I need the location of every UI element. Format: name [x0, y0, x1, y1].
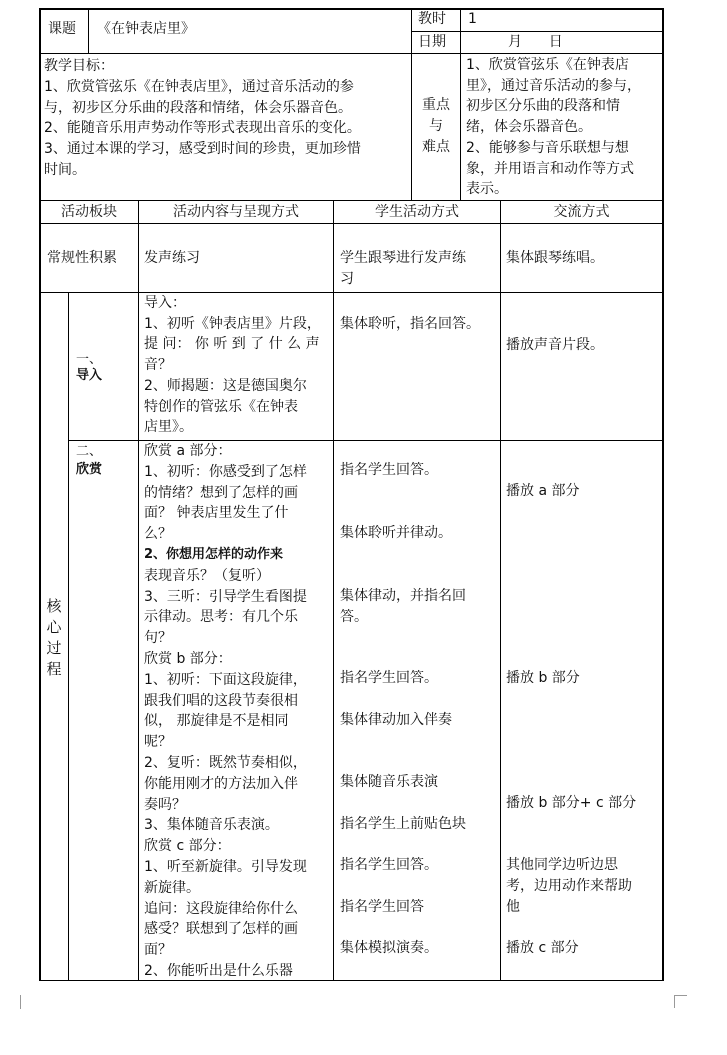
objective-line: 时间。	[44, 161, 86, 178]
key-points-block	[466, 55, 641, 200]
student-item: 指名学生上前贴色块	[340, 816, 466, 832]
routine-block: 常规性积累	[47, 250, 117, 266]
objective-line: 3、通过本课的学习，感受到时间的珍贵，更加珍惜	[44, 141, 361, 158]
intro-section-title: 一、 导入	[76, 352, 103, 383]
col-header-content: 活动内容与呈现方式	[173, 204, 299, 220]
key-point-line: 里》，通过音乐活动的参与，	[466, 77, 641, 94]
key-point-line: 1、欣赏管弦乐《在钟表店	[466, 57, 629, 73]
objective-line: 2、能随音乐用声势动作等形式表现出音乐的变化。	[44, 120, 361, 137]
objective-line: 与，初步区分乐曲的段落和情绪，体会乐器音色。	[44, 99, 352, 116]
exchange-item: 播放 b 部分+ c 部分	[506, 795, 637, 811]
period-label: 教时	[418, 11, 446, 27]
student-item: 指名学生回答	[340, 899, 424, 915]
key-point-line: 2、能够参与音乐联想与想	[466, 139, 629, 156]
appreciate-section-title: 二、 欣赏	[76, 444, 103, 477]
col-header-exchange: 交流方式	[553, 204, 610, 220]
lesson-title: 《在钟表店里》	[97, 21, 195, 37]
student-item: 集体模拟演奏。	[340, 940, 438, 956]
student-item: 集体随音乐表演	[340, 774, 438, 790]
student-item: 集体聆听并律动。	[340, 525, 452, 541]
date-label: 日期	[418, 34, 446, 50]
lesson-label: 课题	[48, 21, 76, 37]
intro-content: 导入： 1、初听《钟表店里》片段， 提 问： 你 听 到 了 什 么 声 音？ 2、师揭题：这是德国奥尔 特创作的管弦乐《在钟表 店里》。	[144, 295, 321, 436]
student-item: 指名学生回答。	[340, 857, 438, 873]
period-value: 1	[468, 11, 477, 27]
student-item: 集体律动加入伴奏	[340, 712, 452, 728]
objectives-block	[44, 56, 361, 181]
exchange-item: 播放 b 部分	[506, 670, 580, 686]
date-value: 月 日	[508, 34, 563, 50]
objective-line: 1、欣赏管弦乐《在钟表店里》，通过音乐活动的参	[44, 78, 354, 95]
intro-student: 集体聆听，指名回答。	[340, 316, 480, 332]
exchange-item: 播放 a 部分	[506, 483, 580, 499]
appreciate-content: 欣赏 a 部分： 1、初听：你感受到了怎样 的情绪？想到了怎样的画 面？ 钟表店里发生了什 么？ 2、你想用怎样的动作来 表现音乐？（复听） 3、三听：引导学生看图提 示律动。思考：有几个乐 句？ 欣赏 b 部分： 1、初听：下面这段旋律， 跟我们唱的这段节奏很相 似， 那旋律是不是相同 呢？ 2、复听：既然节奏相似， 你能用刚才的方法加入伴 奏吗？ 3、集体随音乐表演。 欣赏 c 部分： 1、听至新旋律。引导发现 新旋律。 追问：这段旋律给你什么 感受？联想到了怎样的画 面？ 2、你能听出是什么乐器	[144, 443, 307, 979]
key-point-line: 象，并用语言和动作等方式	[466, 160, 634, 177]
core-process-label: 核 心 过 程	[46, 597, 62, 678]
crop-mark	[674, 995, 687, 1008]
key-point-line: 表示。	[466, 181, 508, 198]
student-item: 集体律动，并指名回	[340, 588, 466, 604]
intro-exchange: 播放声音片段。	[506, 337, 604, 353]
student-item: 指名学生回答。	[340, 670, 438, 686]
key-point-line: 初步区分乐曲的段落和情	[466, 98, 620, 115]
routine-student: 学生跟琴进行发声练 习	[340, 250, 466, 287]
exchange-item: 播放 c 部分	[506, 940, 579, 956]
key-points-label: 重点 与 难点	[422, 97, 450, 155]
routine-exchange: 集体跟琴练唱。	[506, 250, 604, 266]
key-point-line: 绪，体会乐器音色。	[466, 119, 592, 136]
col-header-student: 学生活动方式	[375, 204, 459, 220]
objectives-heading: 教学目标：	[44, 58, 114, 74]
routine-content: 发声练习	[144, 250, 200, 266]
student-item: 答。	[340, 609, 368, 625]
student-item: 指名学生回答。	[340, 462, 438, 478]
exchange-item-multiline: 其他同学边听边思 考，边用动作来帮助 他	[506, 857, 632, 915]
crop-mark	[20, 995, 31, 1009]
col-header-block: 活动板块	[61, 204, 117, 220]
